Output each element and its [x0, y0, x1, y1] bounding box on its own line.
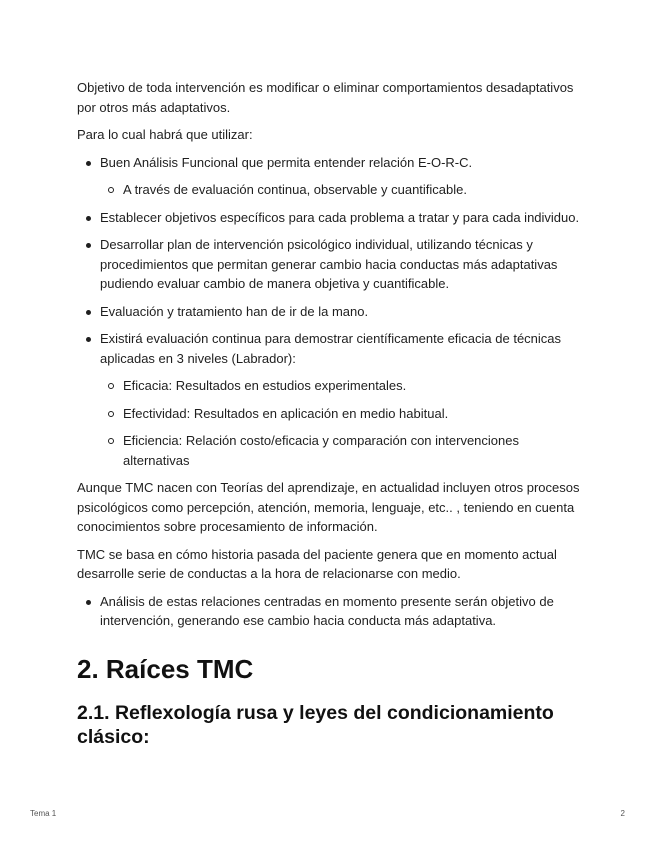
paragraph: Para lo cual habrá que utilizar:: [77, 127, 253, 142]
sub-list: [100, 180, 587, 200]
list-item: [77, 153, 587, 200]
list-item-text: Desarrollar plan de intervención psicológico individual, utilizando técnicas y procedimientos que permitan generar cambio hacia conductas más adaptativas pudiendo evaluar cambio de manera objetiva y cuantificable.: [100, 237, 558, 291]
sub-list: [100, 376, 587, 470]
list-item-text: Establecer objetivos específicos para cada problema a tratar y para cada individuo.: [100, 209, 580, 225]
paragraph: TMC se basa en cómo historia pasada del paciente genera que en momento actual desarrolle serie de conductas a la hora de relacionarse con medio.: [77, 546, 557, 581]
document-page: [77, 78, 587, 749]
list-item-text: Buen Análisis Funcional que permita entender relación E-O-R-C.: [100, 154, 473, 170]
list-item-text: Existirá evaluación continua para demostrar científicamente eficacia de técnicas aplicadas en 3 niveles (Labrador):: [100, 331, 562, 366]
list-item: [77, 302, 587, 322]
list-item: [77, 208, 587, 228]
subsection-heading: 2.1. Reflexología rusa y leyes del condicionamiento clásico:: [77, 701, 554, 748]
bullet-list: [77, 592, 587, 631]
sub-list-item: Eficacia: Resultados en estudios experimentales.: [100, 376, 587, 396]
sub-list-item: Eficiencia: Relación costo/eficacia y comparación con intervenciones alternativas: [100, 431, 587, 470]
list-item-text: Evaluación y tratamiento han de ir de la mano.: [100, 303, 369, 319]
list-item: [77, 592, 587, 631]
list-item: [77, 329, 587, 470]
footer-chapter-label: Tema 1: [30, 809, 57, 818]
sub-list-item: A través de evaluación continua, observable y cuantificable.: [100, 180, 587, 200]
paragraph: Aunque TMC nacen con Teorías del aprendizaje, en actualidad incluyen otros procesos psicológicos como percepción, atención, memoria, lenguaje, etc.. , teniendo en cuenta conocimientos sobre procesamiento de información.: [77, 480, 580, 534]
section-heading: 2. Raíces TMC: [77, 653, 254, 684]
list-item-text: Análisis de estas relaciones centradas en momento presente serán objetivo de intervención, generando ese cambio hacia conducta más adaptativa.: [100, 593, 554, 628]
bullet-list: [77, 153, 587, 471]
paragraph: Objetivo de toda intervención es modificar o eliminar comportamientos desadaptativos por otros más adaptativos.: [77, 80, 574, 115]
sub-list-item: Efectividad: Resultados en aplicación en medio habitual.: [100, 404, 587, 424]
list-item: [77, 235, 587, 294]
page-number: 2: [620, 809, 625, 818]
